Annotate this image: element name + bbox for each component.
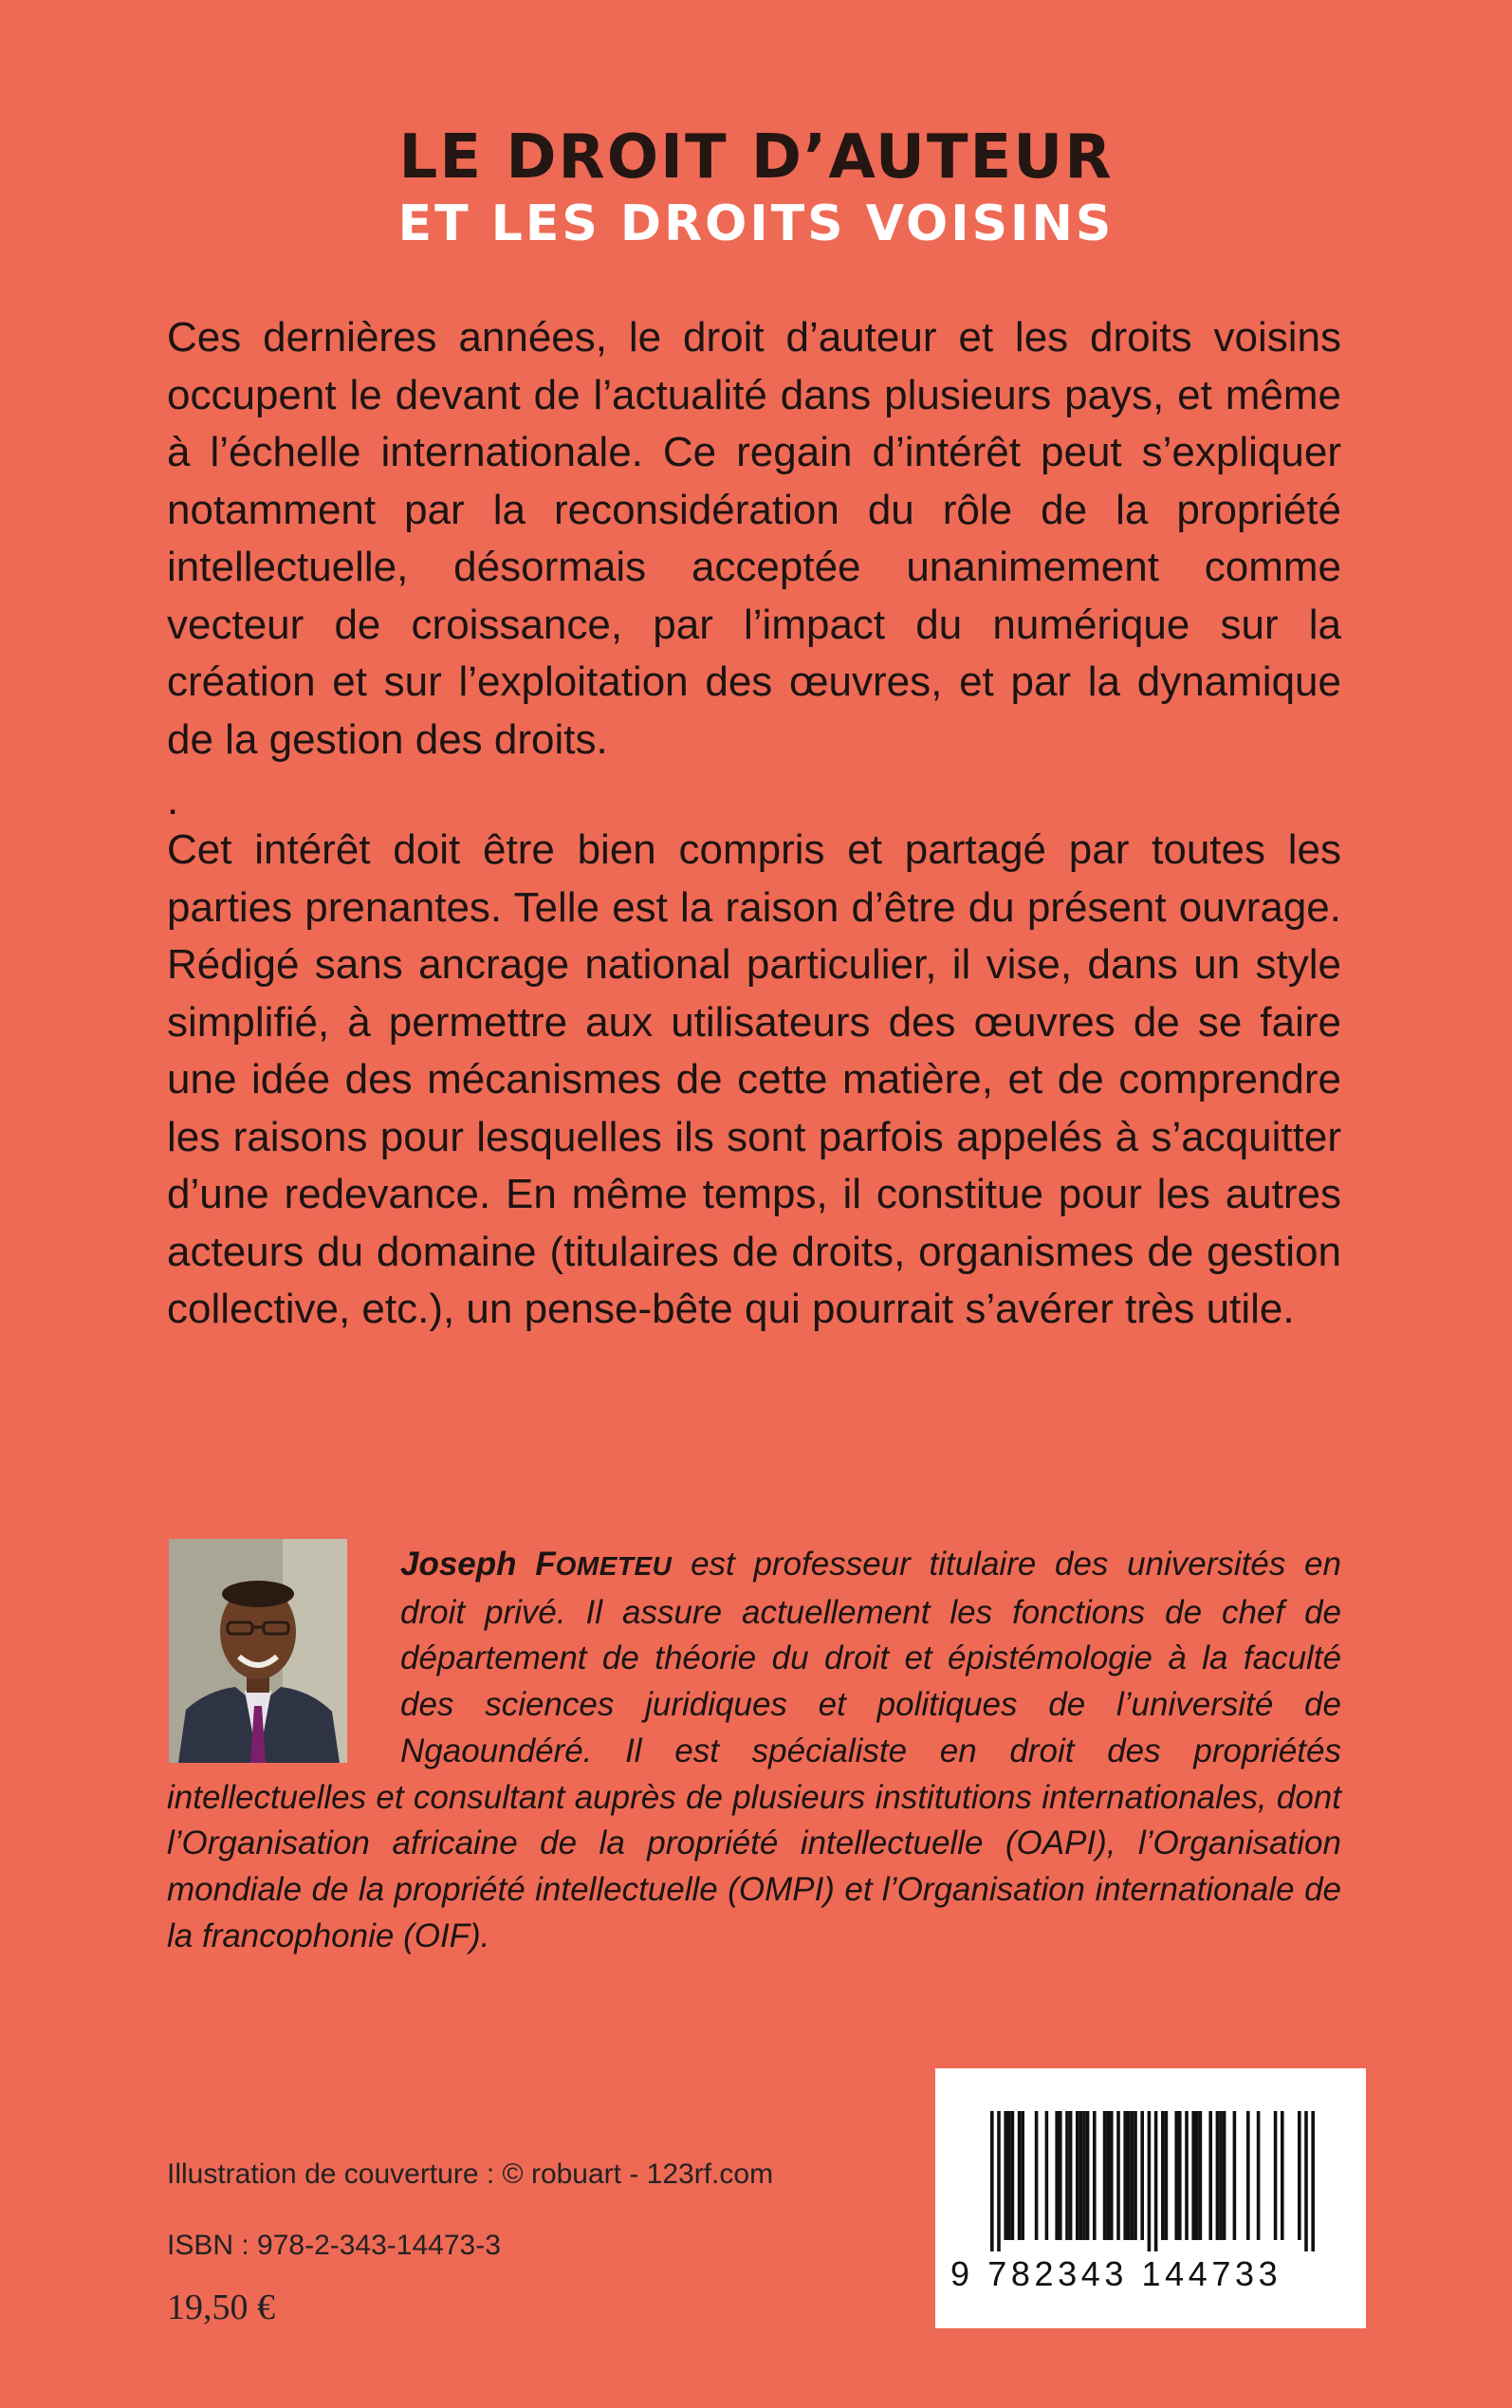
barcode-bar [1233,2111,1237,2240]
barcode-bar [1174,2111,1178,2240]
barcode-bar [1298,2111,1301,2240]
barcode-bar [1069,2111,1073,2240]
barcode-digits: 9 782343 144733 [950,2254,1282,2293]
barcode-bars [990,2111,1317,2251]
barcode-bar [1045,2111,1049,2240]
barcode-bar [1131,2111,1134,2240]
barcode-bar [1178,2111,1182,2240]
barcode-bar [1154,2111,1158,2251]
barcode-bar [1055,2111,1059,2240]
barcode-bar [1035,2111,1039,2240]
barcode-bar [1148,2111,1152,2251]
barcode-bar [1216,2111,1220,2240]
barcode-bar [1161,2111,1165,2240]
cover-credit: Illustration de couverture : © robuart - 123rf.com [167,2158,774,2190]
barcode-bar [1065,2111,1069,2240]
barcode-bar [1011,2111,1015,2240]
barcode [935,2068,1366,2328]
author-first-name: Joseph [400,1546,517,1583]
barcode-bar [1274,2111,1278,2240]
barcode-bar [1093,2111,1097,2240]
barcode-bar [1007,2111,1011,2240]
summary-paragraph-1: Ces dernières années, le droit d’auteur et les droits voisins occupent le devant de l’actualité dans plusieurs pays, et même à l’échelle internationale. Ce regain d’intérêt peut s’expliquer notamment par la reconsidération du rôle de la propriété intellectuelle, désormais acceptée unanimement comme vecteur de croissance, par l’impact du numérique sur la création et sur l’exploitation des œuvres, et par la dynamique de la gestion des droits. [167,314,1341,763]
barcode-bar [1246,2111,1250,2240]
barcode-bar [1199,2111,1203,2240]
barcode-bar [1123,2111,1127,2240]
barcode-bar [1219,2111,1223,2240]
barcode-bar [1127,2111,1131,2240]
paragraph-separator: . [167,777,179,824]
book-subtitle: ET LES DROITS VOISINS [397,195,1115,252]
barcode-bar [1195,2111,1199,2240]
author-last-name-initial: F [535,1546,556,1583]
barcode-bar [1018,2111,1022,2240]
barcode-bar [997,2111,1001,2251]
barcode-bar [1116,2111,1120,2240]
barcode-bar [1257,2111,1261,2240]
barcode-bar [1165,2111,1169,2240]
barcode-bar [1208,2111,1212,2240]
barcode-bar [1140,2111,1144,2240]
barcode-bar [1086,2111,1090,2240]
barcode-bar [1185,2111,1189,2240]
book-title: LE DROIT D’AUTEUR [398,122,1114,193]
author-bio [167,1542,1341,1959]
barcode-bar [1134,2111,1137,2240]
barcode-bar [1004,2111,1007,2240]
barcode-bar [1223,2111,1226,2240]
barcode-bar [1281,2111,1284,2240]
price: 19,50 € [167,2288,275,2327]
barcode-bar [1059,2111,1062,2240]
barcode-bar [1304,2111,1308,2251]
photo-spacer [167,1542,400,1769]
barcode-bar [1106,2111,1110,2240]
summary-paragraph-2: Cet intérêt doit être bien compris et partagé par toutes les parties prenantes. Telle est la raison d’être du présent ouvrage. Rédigé sans ancrage national particulier, il vise, dans un style simplifié, à permettre aux utilisateurs des œuvres de se faire une idée des mécanismes de cette matière, et de comprendre les raisons pour lesquelles ils sont parfois appelés à s’acquitter d’une redevance. En même temps, il constitue pour les autres acteurs du domaine (titulaires de droits, organismes de gestion collective, etc.), un pense-bête qui pourrait s’avérer très utile. [167,826,1341,1332]
barcode-bar [1021,2111,1024,2240]
barcode-bar [990,2111,994,2251]
barcode-bar [1110,2111,1114,2240]
barcode-bar [1079,2111,1083,2240]
barcode-bar [1076,2111,1079,2240]
author-bio-text: est professeur titulaire des universités en droit privé. Il assure actuellement les fonctions de chef de département de théorie du droit et épistémologie à la faculté des sciences juridiques et politiques de l’université de Ngaoundéré. Il est spécialiste en droit des propriétés intellectuelles et consultant auprès de plusieurs institutions internationales, dont l’Organisation africaine de la propriété intellectuelle (OAPI), l’Organisation mondiale de la propriété intellectuelle (OMPI) et l’Organisation internationale de la francophonie (OIF). [167,1546,1341,1954]
barcode-bar [1103,2111,1107,2240]
barcode-bar [1191,2111,1195,2240]
isbn: ISBN : 978-2-343-14473-3 [167,2230,501,2261]
title-block [0,121,1512,254]
author-last-name: OMETEU [555,1551,673,1581]
barcode-bar [1082,2111,1086,2240]
barcode-bar [1311,2111,1315,2251]
